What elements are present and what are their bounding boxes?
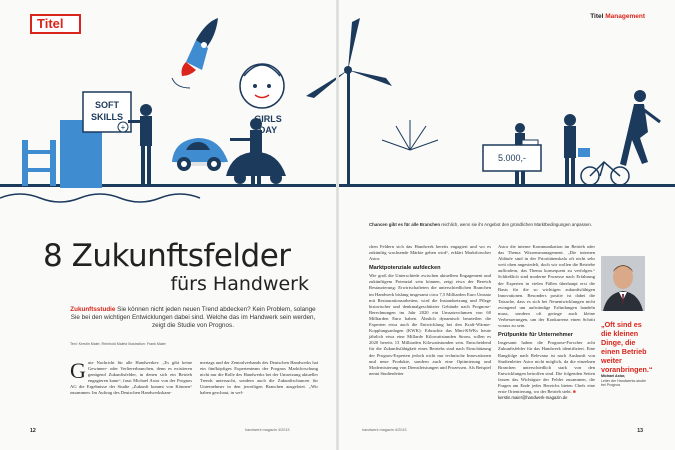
col4-intro: Astor die interne Kommunikation im Betrieb oder das Thema Wissensmanagement. „Die internen Abläufe sind in der Prioritätenskala oft nicht sehr weit oben angesiedelt, doch wir wollen die Betriebe auffordern, das Thema konsequent zu verfolgen.“ Schließlich sind moderne Prozesse nach Erfahrung der Experten in vielen Fällen überhaupt erst die Basis für die so wichtigen zukunftsfähigen Innovationen. Besonders positiv ist dabei die Tatsache, dass es sich bei Neuentwicklungen nicht zwingend um aufwändige Erfindungen handeln muss, sondern oft geringe auch kleine Verbesserungen, um der Konkurrenz einen Schritt voraus zu sein. bbox=[498, 244, 595, 329]
running-head bbox=[590, 13, 645, 20]
quote-author-name: Michael Astor, bbox=[601, 374, 626, 378]
girls-day-figure-icon bbox=[240, 64, 284, 135]
body-column-3 bbox=[369, 244, 491, 377]
col4-body: Insgesamt haben die Prognose-Forscher acht Zukunftsfelder für das Handwerk identifiziert. Eine Rangfolge nach Relevanz ist nach Auskunft von Studienleiter Astor nicht möglich, da die einzelnen Branchen unterschiedlich stark von den Entwicklungen betroffen sind. Die folgenden Seiten fassen das Wichtigste der Felder zusammen, die Fragen am Ende jedes Bereichs bieten Chefs eine erste Orientierung, wo der Betrieb steht. bbox=[498, 340, 595, 395]
author-email[interactable]: kerstin.maier@handwerk-magazin.de bbox=[498, 395, 568, 401]
runner-figure-icon bbox=[620, 90, 660, 166]
page-gutter bbox=[336, 0, 339, 450]
deck-text: Sie können nicht jeden neuen Trend abdecken? Kein Problem, solange Sie bei den wichtigen Entwicklungen dabei sind. Welche das im Handwerk sein werden, zeigt die Studie von Prognos. bbox=[70, 306, 316, 330]
wind-turbine-icon bbox=[306, 18, 392, 186]
running-head-section: Management bbox=[605, 13, 645, 20]
subheading-checkpoints: Prüfpunkte für Unternehmer bbox=[498, 332, 573, 339]
footer-magazine-left: handwerk magazin 4/2013 bbox=[245, 428, 290, 432]
svg-text:GIRLS: GIRLS bbox=[254, 114, 282, 124]
subheading-market-potential: Marktpotenziale aufdecken bbox=[369, 265, 441, 272]
deck-keyword: Zukunftsstudie bbox=[70, 306, 116, 313]
soft-skills-sign-icon bbox=[83, 92, 131, 132]
drop-cap: G bbox=[70, 358, 86, 383]
svg-text:DAY: DAY bbox=[258, 125, 278, 135]
running-head-prefix: Titel bbox=[590, 13, 604, 20]
quote-attribution bbox=[601, 374, 651, 388]
article-headline bbox=[43, 239, 313, 295]
bicycle-icon bbox=[581, 162, 629, 185]
body-column-2 bbox=[200, 360, 318, 397]
page-number-right: 13 bbox=[637, 428, 643, 434]
col2-text: mertags und der Zentralverbands des Deutschen Handwerks hat ein fünfköpfiges Expertenteam der Prognos Marktforschung nicht nur die Rolle des Handwerks bei der Umsetzung aktueller Trends untersucht, sondern auch die Zukunftschancen für Unternehmer in den jeweiligen Branchen ausgelotet. „Wir haben geschaut, in wel- bbox=[200, 360, 318, 396]
svg-text:SOFT: SOFT bbox=[95, 100, 119, 110]
rocket-icon bbox=[172, 18, 218, 88]
portrait-photo bbox=[601, 256, 645, 311]
body-column-4 bbox=[498, 244, 595, 401]
caption-bold: Chancen gibt es für alle Branchen bbox=[369, 222, 440, 227]
svg-text:SKILLS: SKILLS bbox=[90, 112, 124, 122]
page-number-left: 12 bbox=[30, 428, 36, 434]
article-deck bbox=[70, 306, 316, 331]
col3-intro: chen Feldern sich das Handwerk bereits engagiert und wo es zukünftig wachsende Märkte geben wird“, erklärt Marktforscher Astor. bbox=[369, 244, 491, 262]
article-byline: Text: Kerstin Maier, Reinhold Maletz Illustration: Frank Maier bbox=[70, 342, 166, 346]
svg-text:+: + bbox=[120, 123, 126, 132]
end-mark: ■ bbox=[571, 389, 576, 395]
small-car-icon bbox=[226, 152, 286, 184]
headline-line-1: 8 Zukunftsfelder bbox=[43, 238, 291, 274]
caption-rest: reichlich, wenn sie ihr Angebot den gründlichen Marktbedingungen anpassen. bbox=[440, 222, 593, 227]
col3-body: Wie groß die Unterschiede zwischen aktuellem Engagement und zukünftigem Potenzial sein können, zeigt etwa der Bereich Restaurierung: Erwirtschafteten die unterschiedlichen Branchen im Handwerk bislang insgesamt circa 7,5 Milliarden Euro Umsatz mit Restaurationsarbeiten, wird die Instandsetzung und Pflege historischer und denkmalgeschützter Gebäude nach Prognose-Berechnungen im Jahr 2020 ein Umsatzvolumen von 60 Milliarden Euro haben. Ähnlich dynamisch beurteilen die Experten etwa auch die Entwicklung bei den Kraft-Wärme-Kopplungsanlagen (KWK): Erbrachte das Mini-KWKs heute jährlich etwa eine Millarde Kilowattstunden Strom, sollen es 2020 bereits 13 Milliarden Kilowattstunden sein. Entscheidend für die Zukunftsfähigkeit eines Betriebs sind nach Einschätzung der Prognos-Experten jedoch nicht nur technische Innovationen und neue Produkte, sondern auch eine Optimierung und Modernisierung von Dienstleistungen und Prozessen. Als Beispiel nennt Studienleiter bbox=[369, 273, 491, 376]
illustration-caption bbox=[369, 222, 592, 227]
footer-magazine-right: handwerk magazin 4/2013 bbox=[362, 428, 407, 432]
cheque-icon bbox=[483, 145, 541, 171]
svg-text:5.000,-: 5.000,- bbox=[497, 153, 527, 163]
sun-rays-icon bbox=[382, 120, 438, 150]
headline-line-2: fürs Handwerk bbox=[170, 273, 309, 295]
body-column-1 bbox=[70, 360, 192, 397]
car-icon bbox=[172, 138, 228, 171]
pull-quote: „Oft sind es die kleinen Dinge, die einen Betrieb weiter voranbringen.“ bbox=[601, 320, 653, 374]
quote-author-role: Leiter der Handwerks-studie bei Prognos bbox=[601, 378, 646, 388]
col1-text: ute Nachricht für alle Handwerker: „Es gibt keine Gewinner- oder Verliererbranchen, denn es existieren genügend Zukunftsfelder, in denen sich ein Betrieb engagieren kann“, fasst Michael Astor von der Prognos AG die Ergebnisse der Studie „Zukunft kommt von Können“ zusammen. Im Auftrag des Deutschen Handwerkskam- bbox=[70, 360, 192, 396]
section-tag: Titel bbox=[30, 14, 81, 34]
businessman-figure-icon bbox=[564, 114, 590, 186]
